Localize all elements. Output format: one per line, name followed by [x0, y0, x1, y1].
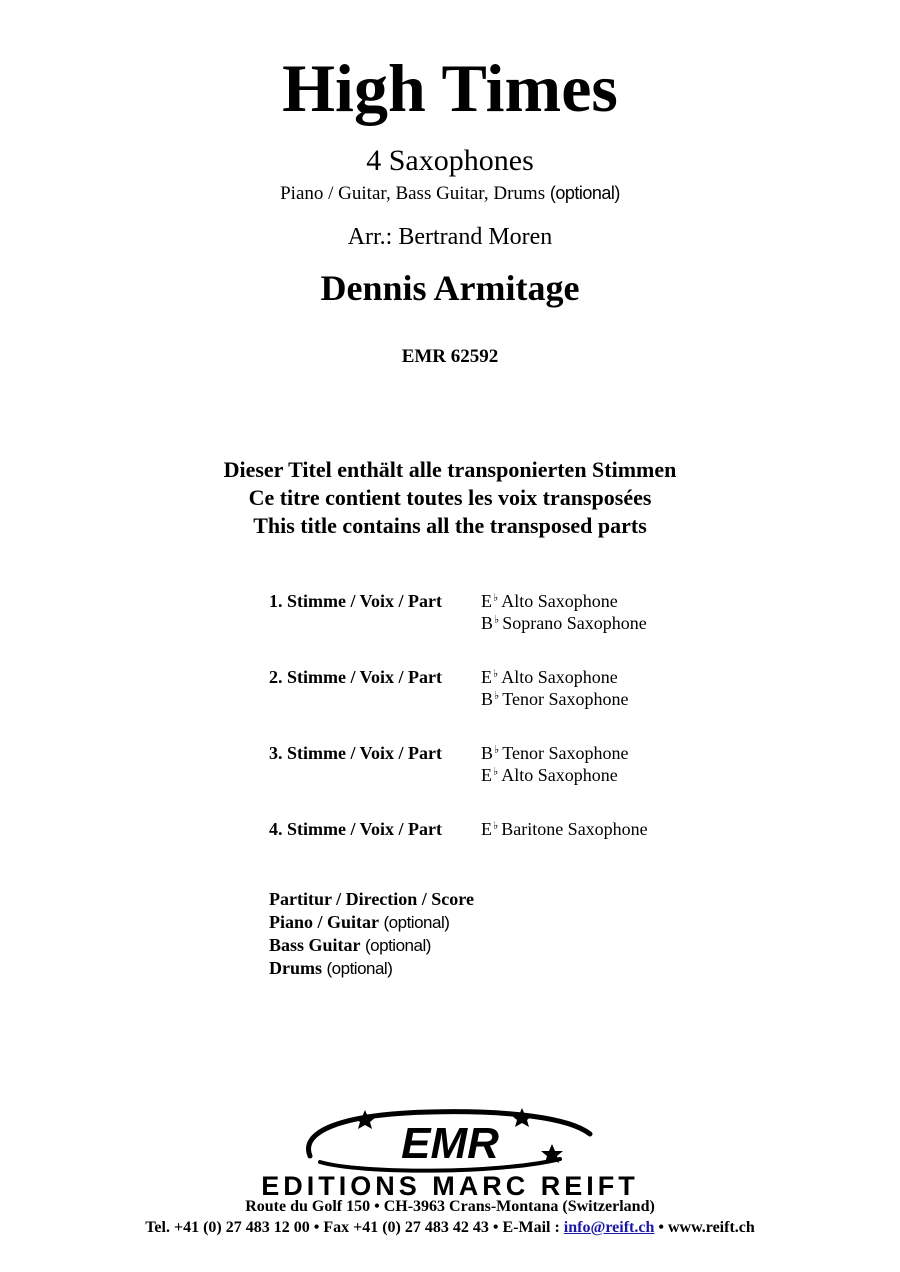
flat-icon: ♭ [494, 744, 500, 756]
instrument-line [481, 690, 628, 712]
extra-label: Partitur / Direction / Score [269, 889, 474, 909]
part-instruments [481, 592, 647, 636]
flat-icon: ♭ [493, 820, 499, 832]
email-link[interactable]: info@reift.ch [563, 1219, 655, 1236]
flat-icon: ♭ [493, 592, 499, 604]
instrument-name: Soprano Saxophone [502, 613, 647, 633]
instrument-line [481, 614, 647, 636]
instrument-key: B [481, 613, 494, 633]
logo-star-icon [511, 1108, 533, 1127]
extra-label: Bass Guitar [269, 935, 361, 955]
part-3 [269, 744, 829, 788]
parts-list [269, 592, 829, 874]
instrument-name: Baritone Saxophone [501, 819, 648, 839]
notice-german: Dieser Titel enthält alle transponierten Stimmen [223, 457, 677, 482]
instrument-key: B [481, 743, 494, 763]
part-instruments [481, 668, 628, 712]
additional-parts-list [269, 888, 474, 980]
extra-piano-guitar [269, 911, 474, 934]
publisher-contact [0, 1218, 900, 1238]
part-instruments [481, 744, 628, 788]
extra-label: Piano / Guitar [269, 912, 380, 932]
ensemble-subtitle: 4 Saxophones [366, 144, 534, 177]
instrument-key: E [481, 591, 492, 611]
instrument-name: Tenor Saxophone [502, 689, 629, 709]
contact-phone-fax: Tel. +41 (0) 27 483 12 00 • Fax +41 (0) 27 483 42 43 • E-Mail : [145, 1219, 564, 1236]
part-4 [269, 820, 829, 842]
extra-note: (optional) [383, 913, 450, 932]
transposed-parts-notice [0, 456, 900, 540]
extra-note: (optional) [365, 936, 431, 955]
logo-star-icon [354, 1110, 376, 1129]
part-2 [269, 668, 829, 712]
flat-icon: ♭ [494, 690, 500, 702]
instrument-name: Alto Saxophone [501, 765, 618, 785]
extra-note: (optional) [326, 959, 393, 978]
part-label: 1. Stimme / Voix / Part [269, 591, 442, 611]
instrument-key: E [481, 667, 492, 687]
score-title: High Times [282, 50, 618, 126]
instrument-key: E [481, 819, 492, 839]
flat-icon: ♭ [494, 614, 500, 626]
extra-drums [269, 957, 474, 980]
notice-english: This title contains all the transposed parts [253, 513, 647, 538]
instrumentation-main: Piano / Guitar, Bass Guitar, Drums [280, 183, 546, 204]
extra-bass-guitar [269, 934, 474, 957]
instrument-line [481, 820, 648, 842]
instrument-line [481, 766, 628, 788]
flat-icon: ♭ [493, 668, 499, 680]
catalog-number: EMR 62592 [401, 346, 499, 367]
part-label: 2. Stimme / Voix / Part [269, 667, 442, 687]
emr-logo [300, 1104, 600, 1174]
composer-name: Dennis Armitage [320, 268, 580, 308]
instrument-name: Alto Saxophone [501, 667, 618, 687]
flat-icon: ♭ [493, 766, 499, 778]
extra-label: Drums [269, 958, 322, 978]
instrument-name: Alto Saxophone [501, 591, 618, 611]
extra-score [269, 888, 474, 911]
instrument-key: B [481, 689, 494, 709]
publisher-name: EDITIONS MARC REIFT [261, 1171, 639, 1201]
part-instruments [481, 820, 648, 842]
part-label: 3. Stimme / Voix / Part [269, 743, 442, 763]
notice-french: Ce titre contient toutes les voix transposées [248, 485, 652, 510]
instrument-line [481, 592, 647, 614]
part-label: 4. Stimme / Voix / Part [269, 819, 442, 839]
instrument-key: E [481, 765, 492, 785]
part-1 [269, 592, 829, 636]
instrument-line [481, 668, 628, 690]
arranger-credit: Arr.: Bertrand Moren [347, 224, 553, 250]
instrumentation-line [0, 181, 900, 206]
instrumentation-optional: (optional) [549, 183, 620, 203]
contact-website: • www.reift.ch [654, 1219, 755, 1236]
publisher-address: Route du Golf 150 • CH-3963 Crans-Montana (Switzerland) [245, 1198, 655, 1215]
logo-text: EMR [401, 1119, 499, 1168]
instrument-line [481, 744, 628, 766]
instrument-name: Tenor Saxophone [502, 743, 629, 763]
